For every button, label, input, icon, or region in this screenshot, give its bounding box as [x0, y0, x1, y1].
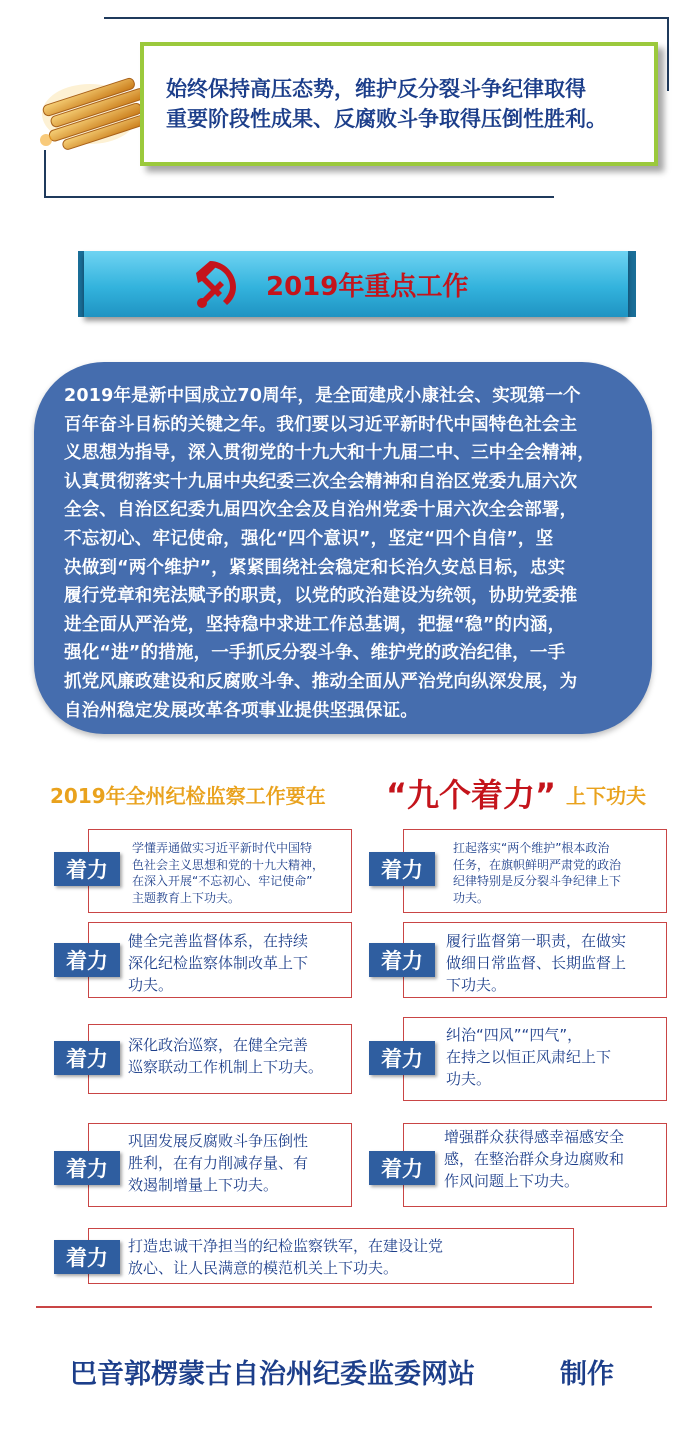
focus-item-line: 扛起落实“两个维护”根本政治 — [453, 841, 610, 855]
focus-item-5-text — [128, 1034, 323, 1078]
focus-item-4-tag: 着力 — [369, 943, 435, 977]
main-text-line: 不忘初心、牢记使命，强化“四个意识”，坚定“四个自信”，坚 — [64, 528, 554, 549]
focus-item-line: 感，在整治群众身边腐败和 — [444, 1150, 625, 1168]
main-text-line: 2019年是新中国成立70周年，是全面建成小康社会、实现第一个 — [64, 386, 581, 406]
footer-divider — [36, 1306, 652, 1308]
focus-item-2-tag: 着力 — [369, 852, 435, 886]
summary-callout-text — [166, 74, 607, 134]
callout-line: 始终保持高压态势，维护反分裂斗争纪律取得 — [166, 77, 586, 101]
focus-item-line: 深化政治巡察，在健全完善 — [128, 1036, 309, 1054]
focus-item-9-text — [128, 1235, 443, 1279]
callout-frame-left — [44, 150, 46, 197]
callout-line: 重要阶段性成果、反腐败斗争取得压倒性胜利。 — [166, 107, 607, 131]
main-text-line: 百年奋斗目标的关键之年。我们要以习近平新时代中国特色社会主 — [64, 414, 578, 435]
focus-item-7-tag: 着力 — [54, 1151, 120, 1185]
banner-title: 2019年重点工作 — [266, 272, 469, 302]
focus-item-line: 功夫。 — [453, 890, 490, 905]
focus-item-line: 胜利，在有力削减存量、有 — [128, 1154, 309, 1172]
focus-item-line: 纪律特别是反分裂斗争纪律上下 — [453, 874, 622, 888]
focus-item-line: 作风问题上下功夫。 — [444, 1172, 580, 1190]
heading-right-text: 上下功夫 — [566, 784, 646, 808]
main-text-line: 全会、自治区纪委九届四次全会及自治州党委十届六次全会部署， — [64, 500, 578, 521]
focus-item-line: 增强群众获得感幸福感安全 — [444, 1128, 625, 1146]
focus-item-line: 效遏制增量上下功夫。 — [128, 1176, 279, 1194]
focus-item-line: 色社会主义思想和党的十九大精神， — [132, 857, 325, 872]
main-text-line: 决做到“两个维护”，紧紧围绕社会稳定和长治久安总目标，忠实 — [64, 557, 566, 578]
focus-item-line: 功夫。 — [446, 1070, 492, 1088]
focus-item-line: 巩固发展反腐败斗争压倒性 — [128, 1132, 309, 1150]
callout-frame-top — [104, 17, 668, 19]
focus-item-6-tag: 着力 — [369, 1041, 435, 1075]
focus-item-line: 履行监督第一职责，在做实 — [446, 932, 627, 950]
footer-made: 制作 — [560, 1359, 614, 1390]
focus-item-line: 做细日常监督、长期监督上 — [446, 954, 627, 972]
focus-item-7-text — [128, 1130, 308, 1196]
focus-item-line: 主题教育上下功夫。 — [132, 890, 241, 905]
focus-item-line: 在持之以恒正风肃纪上下 — [446, 1048, 612, 1066]
focus-item-line: 在深入开展“不忘初心、牢记使命” — [132, 874, 313, 888]
heading-left-text: 2019年全州纪检监察工作要在 — [50, 784, 326, 808]
focus-item-3-tag: 着力 — [54, 943, 120, 977]
focus-item-1-text — [132, 840, 324, 906]
focus-item-line: 深化纪检监察体制改革上下 — [128, 954, 309, 972]
focus-item-8-text — [444, 1126, 624, 1192]
focus-item-line: 学懂弄通做实习近平新时代中国特 — [132, 841, 313, 855]
summary-callout — [140, 42, 658, 166]
focus-item-line: 功夫。 — [128, 976, 174, 994]
main-text-line: 义思想为指导，深入贯彻党的十九大和十九届二中、三中全会精神， — [64, 443, 595, 464]
callout-frame-bottom — [44, 196, 554, 198]
main-text-line: 履行党章和宪法赋予的职责，以党的政治建设为统领，协助党委推 — [64, 586, 578, 607]
focus-item-line: 健全完善监督体系，在持续 — [128, 932, 309, 950]
main-text-line: 强化“进”的措施，一手抓反分裂斗争、维护党的政治纪律，一手 — [64, 643, 566, 664]
heading-highlight-text: “九个着力” — [386, 776, 557, 814]
party-emblem-icon — [190, 257, 244, 311]
focus-item-5-tag: 着力 — [54, 1041, 120, 1075]
focus-item-4-text — [446, 930, 626, 996]
focus-item-2-text — [453, 840, 621, 906]
main-text-line: 自治州稳定发展改革各项事业提供坚强保证。 — [64, 700, 418, 721]
focus-item-9-tag: 着力 — [54, 1240, 120, 1274]
focus-item-8-tag: 着力 — [369, 1151, 435, 1185]
focus-item-line: 下功夫。 — [446, 976, 507, 994]
focus-item-line: 放心、让人民满意的模范机关上下功夫。 — [128, 1259, 399, 1277]
focus-item-line: 巡察联动工作机制上下功夫。 — [128, 1058, 324, 1076]
main-text-line: 抓党风廉政建设和反腐败斗争、推动全面从严治党向纵深发展，为 — [64, 671, 578, 692]
main-text-line: 进全面从严治党，坚持稳中求进工作总基调，把握“稳”的内涵， — [64, 614, 566, 635]
focus-item-line: 任务，在旗帜鲜明严肃党的政治 — [453, 857, 622, 872]
footer-org: 巴音郭楞蒙古自治州纪委监委网站 — [70, 1359, 475, 1390]
callout-frame-right — [667, 17, 669, 91]
focus-item-3-text — [128, 930, 308, 996]
focus-item-line: 打造忠诚干净担当的纪检监察铁军，在建设让党 — [128, 1237, 444, 1255]
main-text-box — [34, 362, 652, 734]
nine-focus-heading — [0, 766, 700, 814]
main-text — [64, 382, 622, 725]
main-text-line: 认真贯彻落实十九届中央纪委三次全会精神和自治区党委九届六次 — [64, 471, 578, 492]
focus-item-6-text — [446, 1024, 611, 1090]
focus-item-line: 纠治“四风”“四气”， — [446, 1026, 583, 1044]
focus-item-1-tag: 着力 — [54, 852, 120, 886]
